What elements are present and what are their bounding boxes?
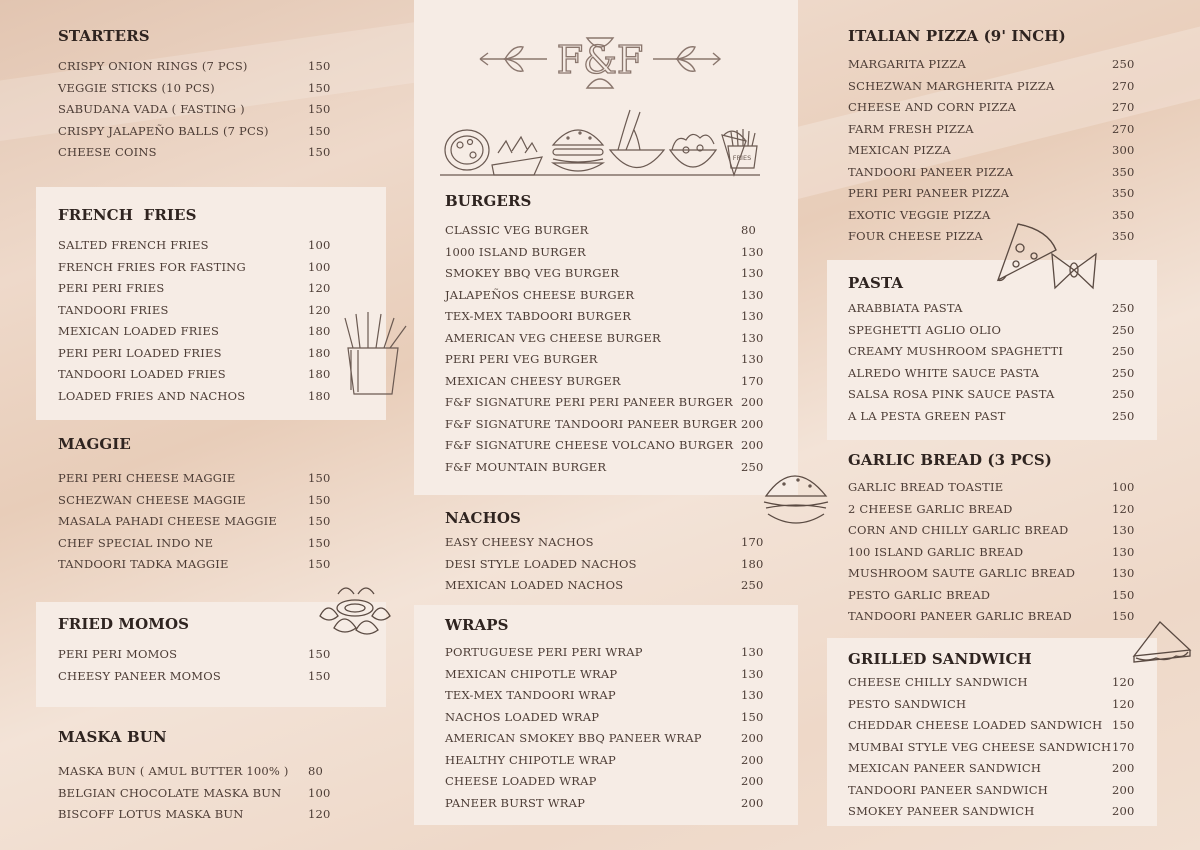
menu-item: [445, 288, 785, 310]
item-name: CREAMY MUSHROOM SPAGHETTI: [848, 344, 1064, 358]
item-price: 200: [741, 752, 764, 767]
item-price: 200: [741, 795, 764, 810]
item-price: 150: [308, 145, 331, 159]
menu-item: [58, 557, 368, 579]
item-list: [848, 301, 1148, 430]
item-name: A LA PESTA GREEN PAST: [848, 408, 1006, 423]
section-title: FRIED MOMOS: [58, 615, 190, 633]
menu-item: [445, 796, 785, 818]
item-name: MEXICAN PANEER SANDWICH: [848, 761, 1042, 775]
item-name: MEXICAN LOADED FRIES: [58, 324, 220, 338]
menu-item: [445, 395, 785, 417]
item-name: PESTO SANDWICH: [848, 696, 967, 711]
menu-item: [848, 545, 1148, 567]
menu-item: [445, 438, 785, 460]
item-price: 180: [308, 345, 331, 360]
item-price: 270: [1112, 121, 1135, 136]
item-price: 150: [308, 102, 331, 116]
menu-item: [58, 786, 368, 808]
menu-item: [848, 57, 1148, 79]
section-maggie: [58, 435, 368, 579]
section-title: NACHOS: [445, 509, 521, 527]
section-pasta: [848, 274, 1148, 430]
fries-box-icon: [725, 128, 760, 170]
menu-item: [445, 645, 785, 667]
item-name: MUMBAI STYLE VEG CHEESE SANDWICH: [848, 739, 1112, 754]
item-price: 80: [308, 764, 324, 778]
item-price: 200: [741, 731, 764, 745]
item-price: 250: [1112, 57, 1135, 71]
menu-item: [58, 81, 368, 103]
menu-item: [848, 409, 1148, 431]
section-garlic-bread: [848, 451, 1148, 631]
item-price: 150: [1112, 718, 1135, 732]
item-price: 150: [308, 668, 331, 683]
item-price: 120: [308, 807, 331, 821]
menu-item: [58, 102, 368, 124]
section-title: FRENCH FRIES: [58, 206, 197, 224]
item-name: CRISPY JALAPEÑO BALLS (7 PCS): [58, 123, 269, 138]
section-title: GRILLED SANDWICH: [848, 650, 1032, 668]
item-name: 2 CHEESE GARLIC BREAD: [848, 501, 1013, 516]
item-name: F&F SIGNATURE PERI PERI PANEER BURGER: [445, 395, 733, 409]
menu-item: [848, 79, 1148, 101]
item-price: 130: [741, 666, 764, 681]
menu-item: [848, 761, 1148, 783]
item-name: F&F SIGNATURE TANDOORI PANEER BURGER: [445, 416, 738, 431]
item-name: BISCOFF LOTUS MASKA BUN: [58, 807, 244, 821]
fries-box-label: FRIES: [732, 154, 752, 162]
menu-item: [848, 804, 1148, 826]
leaf-icon: [677, 59, 695, 71]
item-price: 100: [308, 238, 331, 252]
item-price: 200: [1112, 804, 1135, 818]
menu-item: [848, 588, 1148, 610]
item-price: 120: [1112, 696, 1135, 711]
item-price: 250: [1112, 322, 1135, 337]
item-price: 130: [741, 287, 764, 302]
item-name: F&F SIGNATURE CHEESE VOLCANO BURGER: [445, 438, 734, 452]
item-list: [445, 645, 785, 817]
french-fries-icon: [338, 308, 414, 398]
menu-item: [445, 374, 785, 396]
menu-item: [445, 710, 785, 732]
item-name: TANDOORI PANEER SANDWICH: [848, 782, 1048, 797]
menu-item: [848, 186, 1148, 208]
menu-item: [848, 344, 1148, 366]
item-list: [445, 535, 785, 600]
logo-text: F&F: [556, 38, 644, 82]
section-title: PASTA: [848, 274, 904, 292]
item-list: [445, 223, 785, 481]
menu-item: [58, 764, 368, 786]
item-price: 180: [308, 388, 331, 403]
menu-item: [58, 367, 368, 389]
item-name: PERI PERI FRIES: [58, 281, 165, 295]
menu-item: [848, 165, 1148, 187]
burger-icon: [758, 466, 833, 534]
section-maska-bun: [58, 728, 368, 829]
item-list: [848, 480, 1148, 631]
menu-item: [445, 266, 785, 288]
menu-item: [58, 669, 368, 691]
item-name: DESI STYLE LOADED NACHOS: [445, 556, 637, 571]
item-price: 270: [1112, 78, 1135, 93]
item-price: 250: [741, 459, 764, 474]
item-price: 250: [1112, 365, 1135, 380]
item-list: [58, 59, 368, 167]
item-price: 350: [1112, 207, 1135, 222]
item-price: 250: [741, 578, 764, 592]
food-banner-illustration: [440, 105, 760, 180]
item-price: 150: [1112, 609, 1135, 623]
item-name: TANDOORI PANEER GARLIC BREAD: [848, 609, 1072, 623]
item-name: SCHEZWAN CHEESE MAGGIE: [58, 492, 246, 507]
item-name: SCHEZWAN MARGHERITA PIZZA: [848, 78, 1055, 93]
menu-item: [58, 260, 368, 282]
menu-item: [848, 783, 1148, 805]
menu-item: [445, 774, 785, 796]
menu-item: [848, 480, 1148, 502]
item-price: 130: [741, 688, 764, 702]
menu-item: [58, 807, 368, 829]
item-name: CHEESE COINS: [58, 145, 157, 159]
menu-item: [58, 281, 368, 303]
menu-item: [445, 557, 785, 579]
item-price: 80: [741, 223, 757, 237]
item-name: AMERICAN SMOKEY BBQ PANEER WRAP: [445, 731, 702, 745]
section-starters: [58, 27, 368, 167]
section-title: MASKA BUN: [58, 728, 167, 746]
item-name: ALREDO WHITE SAUCE PASTA: [848, 365, 1040, 380]
menu-item: [58, 124, 368, 146]
menu-item: [848, 566, 1148, 588]
item-name: SALTED FRENCH FRIES: [58, 238, 209, 252]
item-price: 150: [1112, 587, 1135, 602]
menu-item: [58, 536, 368, 558]
pasta-bow-icon: [1047, 248, 1102, 293]
section-french-fries: [58, 206, 368, 410]
item-name: TANDOORI PANEER PIZZA: [848, 164, 1014, 179]
item-price: 120: [1112, 501, 1135, 516]
item-name: PESTO GARLIC BREAD: [848, 587, 991, 602]
menu-item: [848, 100, 1148, 122]
menu-item: [848, 387, 1148, 409]
item-name: TANDOORI TADKA MAGGIE: [58, 557, 229, 571]
noodles-bowl-icon: [610, 110, 664, 168]
item-name: SMOKEY BBQ VEG BURGER: [445, 266, 620, 280]
section-title: STARTERS: [58, 27, 150, 45]
item-list: [58, 647, 368, 690]
menu-item: [445, 535, 785, 557]
menu-item: [445, 417, 785, 439]
item-name: ARABBIATA PASTA: [848, 301, 963, 315]
item-price: 130: [1112, 523, 1135, 537]
item-name: TANDOORI FRIES: [58, 302, 169, 317]
item-name: CHEESE AND CORN PIZZA: [848, 100, 1017, 114]
menu-item: [445, 352, 785, 374]
item-name: PERI PERI VEG BURGER: [445, 352, 598, 366]
item-name: MASALA PAHADI CHEESE MAGGIE: [58, 514, 277, 528]
menu-item: [58, 389, 368, 411]
item-name: TEX-MEX TANDOORI WRAP: [445, 688, 616, 702]
item-name: MASKA BUN ( AMUL BUTTER 100% ): [58, 764, 289, 778]
item-name: EASY CHEESY NACHOS: [445, 535, 594, 549]
item-price: 130: [741, 266, 764, 280]
item-name: 1000 ISLAND BURGER: [445, 244, 586, 259]
menu-item: [848, 675, 1148, 697]
item-price: 120: [1112, 675, 1135, 689]
item-price: 180: [308, 367, 331, 381]
item-list: [58, 471, 368, 579]
item-name: SMOKEY PANEER SANDWICH: [848, 804, 1035, 818]
section-title: ITALIAN PIZZA (9' INCH): [848, 27, 1066, 45]
item-price: 200: [741, 774, 764, 788]
section-nachos: [445, 509, 785, 600]
leaf-icon: [677, 47, 695, 59]
item-price: 150: [308, 471, 331, 485]
item-name: LOADED FRIES AND NACHOS: [58, 388, 246, 403]
item-name: JALAPEÑOS CHEESE BURGER: [445, 287, 635, 302]
menu-item: [58, 514, 368, 536]
item-price: 150: [308, 514, 331, 528]
section-title: GARLIC BREAD (3 PCS): [848, 451, 1052, 469]
item-price: 200: [741, 416, 764, 431]
section-title: MAGGIE: [58, 435, 131, 453]
menu-item: [58, 238, 368, 260]
item-price: 120: [308, 281, 331, 295]
leaf-icon: [505, 47, 523, 59]
item-name: NACHOS LOADED WRAP: [445, 709, 600, 724]
item-name: PERI PERI LOADED FRIES: [58, 345, 222, 360]
item-name: PERI PERI PANEER PIZZA: [848, 186, 1010, 200]
menu-item: [445, 731, 785, 753]
item-name: CHEF SPECIAL INDO NE: [58, 535, 214, 550]
item-name: CLASSIC VEG BURGER: [445, 223, 589, 237]
menu-item: [58, 145, 368, 167]
menu-item: [58, 346, 368, 368]
menu-item: [58, 493, 368, 515]
menu-item: [445, 667, 785, 689]
menu-item: [848, 366, 1148, 388]
item-price: 130: [741, 645, 764, 659]
menu-item: [58, 59, 368, 81]
item-price: 250: [1112, 408, 1135, 423]
item-price: 150: [308, 535, 331, 550]
item-price: 200: [1112, 761, 1135, 775]
item-price: 130: [741, 309, 764, 323]
menu-item: [445, 578, 785, 600]
menu-item: [445, 309, 785, 331]
section-burgers: [445, 192, 785, 481]
menu-item: [848, 122, 1148, 144]
item-list: [58, 764, 368, 829]
item-price: 130: [741, 244, 764, 259]
item-price: 150: [308, 557, 331, 571]
item-price: 250: [1112, 387, 1135, 401]
item-name: PERI PERI MOMOS: [58, 647, 178, 661]
menu-item: [848, 523, 1148, 545]
item-name: MARGARITA PIZZA: [848, 57, 966, 71]
menu-item: [445, 460, 785, 482]
item-price: 150: [308, 123, 331, 138]
item-price: 350: [1112, 229, 1135, 243]
item-list: [848, 675, 1148, 826]
item-price: 180: [308, 324, 331, 338]
leaf-icon: [505, 59, 523, 71]
item-name: SABUDANA VADA ( FASTING ): [58, 102, 245, 116]
item-price: 150: [308, 647, 331, 661]
item-price: 180: [741, 556, 764, 571]
item-price: 170: [741, 535, 764, 549]
item-price: 270: [1112, 100, 1135, 114]
item-name: CRISPY ONION RINGS (7 PCS): [58, 59, 248, 73]
item-name: PANEER BURST WRAP: [445, 795, 586, 810]
item-name: TEX-MEX TABDOORI BURGER: [445, 309, 632, 323]
menu-item: [848, 301, 1148, 323]
menu-item: [445, 753, 785, 775]
item-price: 250: [1112, 344, 1135, 358]
menu-item: [445, 688, 785, 710]
item-price: 200: [741, 438, 764, 452]
menu-item: [58, 303, 368, 325]
item-list: [58, 238, 368, 410]
item-name: 100 ISLAND GARLIC BREAD: [848, 544, 1024, 559]
item-price: 200: [1112, 782, 1135, 797]
item-price: 130: [741, 352, 764, 366]
section-grilled-sandwich: [848, 650, 1148, 826]
item-price: 100: [1112, 480, 1135, 494]
pizza-icon: [445, 130, 489, 170]
section-title: BURGERS: [445, 192, 532, 210]
menu-item: [445, 223, 785, 245]
item-name: CHEDDAR CHEESE LOADED SANDWICH: [848, 718, 1103, 732]
item-name: TANDOORI LOADED FRIES: [58, 367, 226, 381]
menu-item: [58, 324, 368, 346]
item-price: 250: [1112, 301, 1135, 315]
item-name: MEXICAN LOADED NACHOS: [445, 578, 624, 592]
burger-icon: [553, 130, 603, 171]
menu-item: [848, 718, 1148, 740]
item-price: 130: [741, 330, 764, 345]
item-price: 150: [308, 492, 331, 507]
nachos-icon: [492, 137, 542, 175]
item-name: SPEGHETTI AGLIO OLIO: [848, 322, 1002, 337]
item-name: EXOTIC VEGGIE PIZZA: [848, 207, 991, 222]
menu-item: [848, 502, 1148, 524]
item-name: AMERICAN VEG CHEESE BURGER: [445, 330, 661, 345]
item-name: BELGIAN CHOCOLATE MASKA BUN: [58, 785, 282, 800]
item-price: 350: [1112, 186, 1135, 200]
item-price: 150: [308, 80, 331, 95]
brand-logo: [475, 26, 725, 96]
menu-item: [848, 143, 1148, 165]
menu-item: [848, 697, 1148, 719]
item-name: CHEESE LOADED WRAP: [445, 774, 597, 788]
item-name: F&F MOUNTAIN BURGER: [445, 459, 607, 474]
item-name: PORTUGUESE PERI PERI WRAP: [445, 645, 643, 659]
menu-item: [445, 331, 785, 353]
section-wraps: [445, 616, 785, 817]
item-name: PERI PERI CHEESE MAGGIE: [58, 471, 236, 485]
item-price: 200: [741, 395, 764, 409]
item-name: MEXICAN PIZZA: [848, 143, 951, 157]
item-price: 150: [741, 709, 764, 724]
item-price: 150: [308, 59, 331, 73]
item-name: GARLIC BREAD TOASTIE: [848, 480, 1004, 494]
item-name: FARM FRESH PIZZA: [848, 121, 974, 136]
item-name: CHEESE CHILLY SANDWICH: [848, 675, 1028, 689]
section-title: WRAPS: [445, 616, 509, 634]
item-name: MEXICAN CHEESY BURGER: [445, 373, 621, 388]
item-price: 130: [1112, 566, 1135, 580]
item-name: VEGGIE STICKS (10 PCS): [58, 80, 215, 95]
item-price: 300: [1112, 143, 1135, 157]
menu-item: [848, 609, 1148, 631]
item-name: MUSHROOM SAUTE GARLIC BREAD: [848, 566, 1076, 580]
menu-item: [58, 471, 368, 493]
menu-item: [848, 740, 1148, 762]
item-name: CORN AND CHILLY GARLIC BREAD: [848, 523, 1069, 537]
item-name: CHEESY PANEER MOMOS: [58, 668, 221, 683]
item-price: 170: [741, 373, 764, 388]
item-name: MEXICAN CHIPOTLE WRAP: [445, 666, 618, 681]
item-name: FRENCH FRIES FOR FASTING: [58, 259, 246, 274]
menu-item: [58, 647, 368, 669]
salad-bowl-icon: [670, 134, 716, 167]
section-italian-pizza: [848, 27, 1148, 251]
momos-icon: [316, 586, 394, 638]
menu-item: [848, 323, 1148, 345]
sandwich-icon: [1126, 616, 1196, 671]
item-price: 170: [1112, 739, 1135, 754]
item-price: 120: [308, 302, 331, 317]
menu-item: [445, 245, 785, 267]
item-price: 130: [1112, 544, 1135, 559]
item-name: SALSA ROSA PINK SAUCE PASTA: [848, 387, 1055, 401]
item-price: 350: [1112, 164, 1135, 179]
item-name: HEALTHY CHIPOTLE WRAP: [445, 752, 616, 767]
item-price: 100: [308, 785, 331, 800]
item-name: FOUR CHEESE PIZZA: [848, 229, 983, 243]
item-price: 100: [308, 259, 331, 274]
